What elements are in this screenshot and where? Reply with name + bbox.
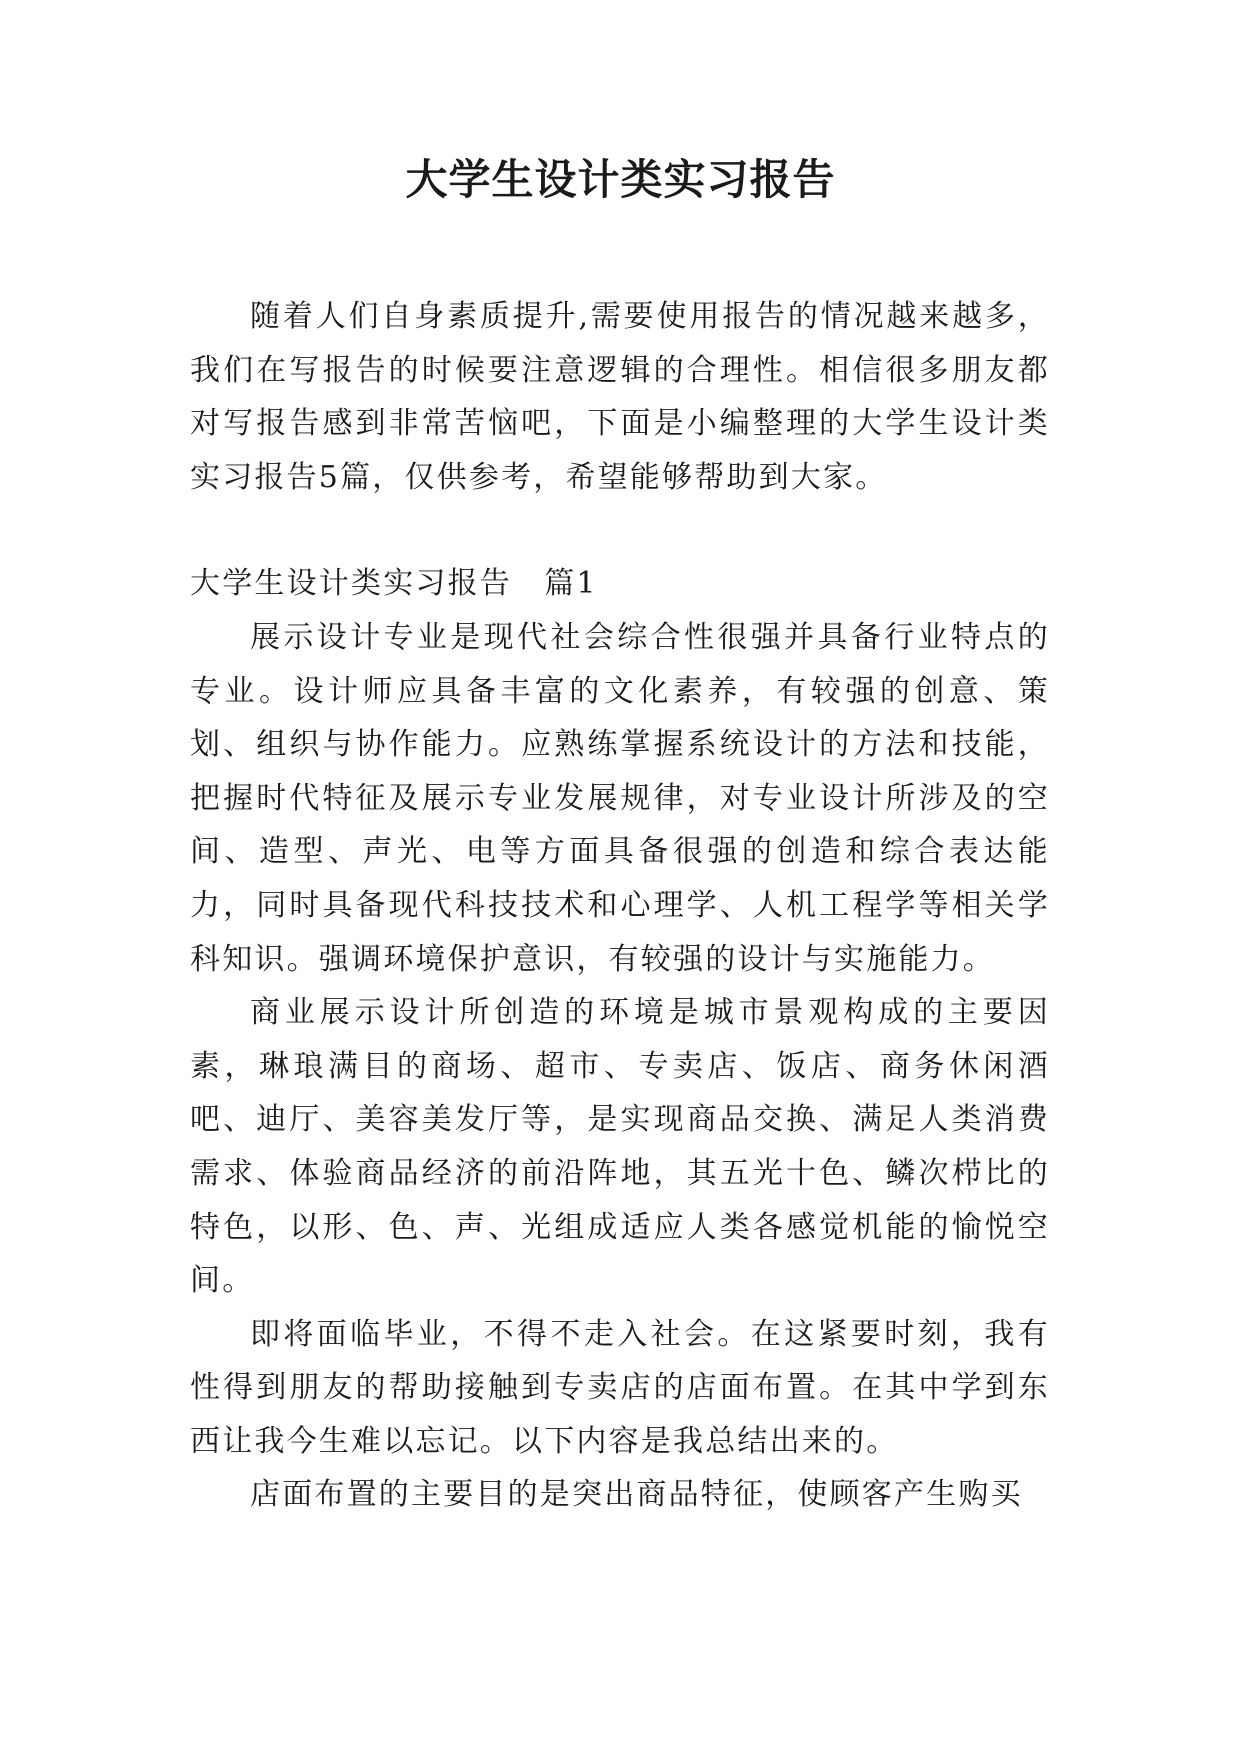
body-paragraph: 店面布置的主要目的是突出商品特征，使顾客产生购买 xyxy=(250,1477,1023,1513)
section-spacer xyxy=(190,504,1050,557)
body-paragraph: 商业展示设计所创造的环境是城市景观构成的主要因素，琳琅满目的商场、超市、专卖店、饭店、商务休闲酒吧、迪厅、美容美发厅等，是实现商品交换、满足人类消费需求、体验商品经济的前沿阵地，其五光十色、鳞次栉比的特色，以形、色、声、光组成适应人类各感觉机能的愉悦空间。 xyxy=(190,995,1050,1299)
intro-paragraph: 随着人们自身素质提升,需要使用报告的情况越来越多，我们在写报告的时候要注意逻辑的合理性。相信很多朋友都对写报告感到非常苦恼吧，下面是小编整理的大学生设计类实习报告5篇，仅供参考，希望能够帮助到大家。 xyxy=(190,299,1050,495)
document-body xyxy=(190,290,1050,1522)
body-paragraph: 即将面临毕业，不得不走入社会。在这紧要时刻，我有性得到朋友的帮助接触到专卖店的店面布置。在其中学到东西让我今生难以忘记。以下内容是我总结出来的。 xyxy=(190,1316,1050,1459)
document-title: 大学生设计类实习报告 xyxy=(405,155,836,204)
body-paragraph: 展示设计专业是现代社会综合性很强并具备行业特点的专业。设计师应具备丰富的文化素养，有较强的创意、策划、组织与协作能力。应熟练掌握系统设计的方法和技能，把握时代特征及展示专业发展规律，对专业设计所涉及的空间、造型、声光、电等方面具备很强的创造和综合表达能力，同时具备现代科技技术和心理学、人机工程学等相关学科知识。强调环境保护意识，有较强的设计与实施能力。 xyxy=(190,619,1050,977)
section-heading: 大学生设计类实习报告 篇1 xyxy=(190,566,598,602)
